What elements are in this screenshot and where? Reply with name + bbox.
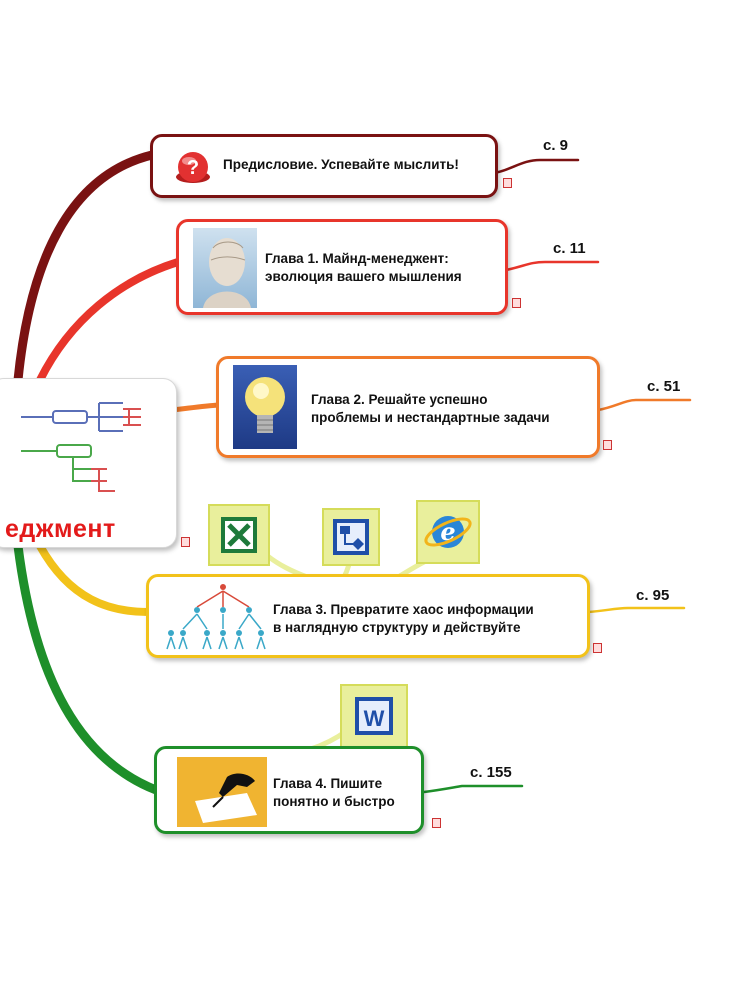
branch-preface: [18, 155, 152, 380]
node-chapter-2[interactable]: [216, 356, 600, 458]
page-preface: с. 9: [543, 137, 569, 154]
svg-text:e: e: [440, 517, 456, 546]
page-line-ch3: [588, 608, 684, 612]
preface-label: Предисловие. Успевайте мыслить!: [223, 157, 459, 172]
branch-ch1: [40, 262, 178, 380]
chapter-2-line1: Глава 2. Решайте успешно: [311, 392, 488, 407]
branch-ch2: [172, 405, 218, 410]
visio-icon[interactable]: [322, 508, 380, 566]
page-chapter-1: с. 11: [553, 240, 586, 257]
note-marker-icon[interactable]: [432, 818, 441, 828]
note-marker-icon[interactable]: [181, 537, 190, 547]
note-marker-icon[interactable]: [512, 298, 521, 308]
page-chapter-3: с. 95: [636, 587, 670, 604]
chapter-3-line1: Глава 3. Превратите хаос информации: [273, 602, 534, 617]
note-marker-icon[interactable]: [503, 178, 512, 188]
light-bulb-image: [233, 365, 297, 449]
note-marker-icon[interactable]: [603, 440, 612, 450]
note-marker-icon[interactable]: [593, 643, 602, 653]
writing-hand-image: [177, 757, 267, 827]
chapter-1-line2: эволюция вашего мышления: [265, 269, 462, 284]
page-chapter-2: с. 51: [647, 378, 681, 395]
svg-text:W: W: [363, 706, 385, 731]
chapter-4-line1: Глава 4. Пишите: [273, 776, 383, 791]
excel-icon[interactable]: [208, 504, 270, 566]
branch-ch4: [18, 546, 156, 790]
chapter-2-line2: проблемы и нестандартные задачи: [311, 410, 550, 425]
node-chapter-4[interactable]: [154, 746, 424, 834]
internet-explorer-icon[interactable]: [416, 500, 480, 564]
head-bust-image: [193, 228, 257, 308]
chapter-4-line2: понятно и быстро: [273, 794, 395, 809]
org-tree-image: [157, 577, 267, 657]
branch-ch3: [40, 546, 148, 612]
page-line-ch4: [424, 786, 522, 792]
node-preface[interactable]: [150, 134, 498, 198]
page-line-preface: [484, 160, 578, 175]
page-line-ch2: [598, 400, 690, 410]
page-chapter-4: с. 155: [470, 764, 512, 781]
node-chapter-1[interactable]: [176, 219, 508, 315]
mind-map-logo-icon: [11, 391, 161, 501]
page-line-ch1: [506, 262, 598, 270]
question-icon: [173, 147, 213, 187]
chapter-1-line1: Глава 1. Майнд-менеджент:: [265, 251, 449, 266]
word-icon[interactable]: [340, 684, 408, 750]
chapter-3-line2: в наглядную структуру и действуйте: [273, 620, 521, 635]
svg-text:?: ?: [186, 157, 200, 179]
root-node[interactable]: [0, 378, 177, 548]
root-title: еджмент: [5, 515, 116, 543]
node-chapter-3[interactable]: [146, 574, 590, 658]
